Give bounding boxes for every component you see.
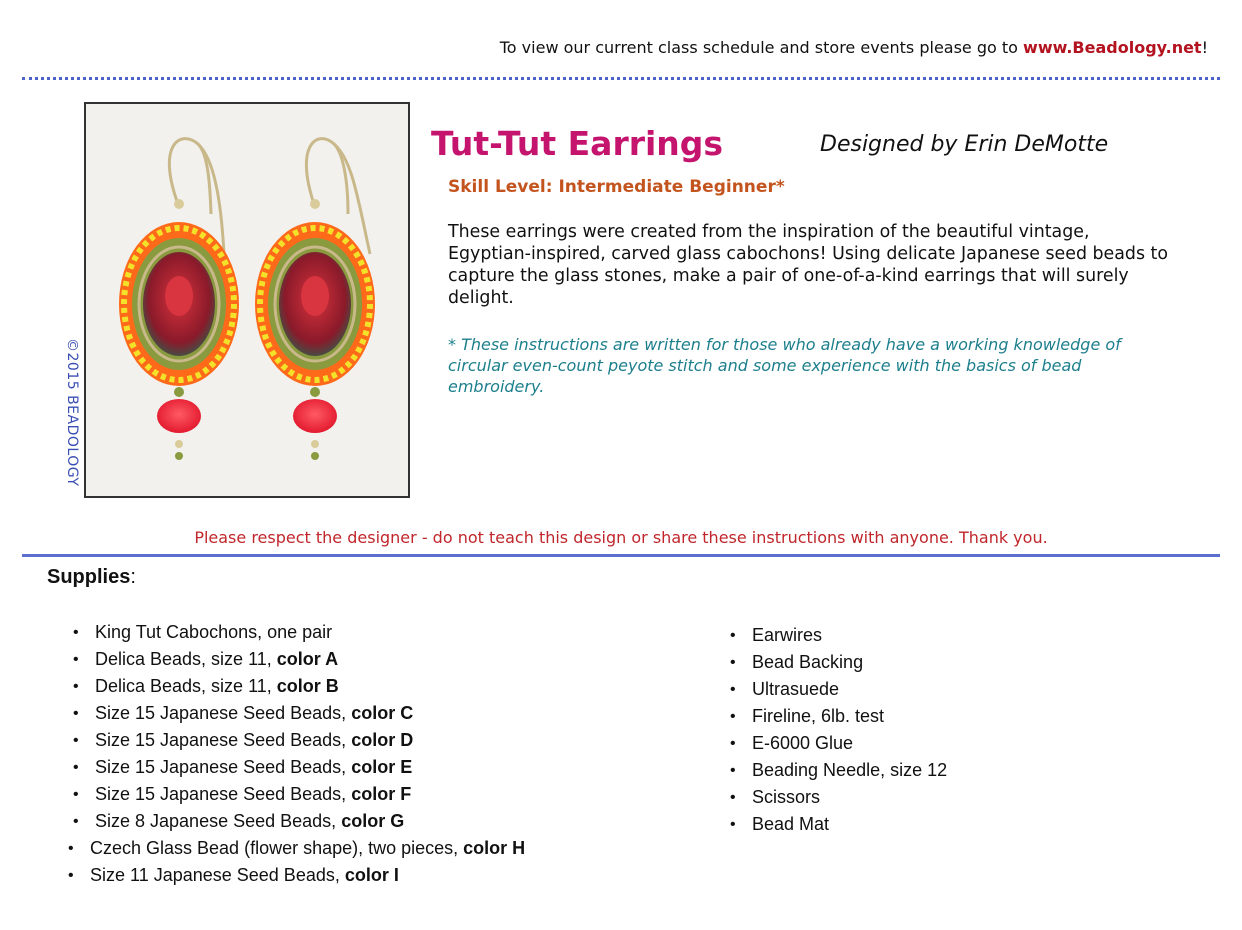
supply-text: Size 11 Japanese Seed Beads, <box>90 865 345 885</box>
designer-credit: Designed by Erin DeMotte <box>820 132 1109 157</box>
list-item <box>73 619 530 646</box>
bullet-icon: • <box>730 789 736 806</box>
earrings-illustration <box>86 104 408 496</box>
solid-divider <box>22 554 1220 557</box>
schedule-note <box>500 38 1208 57</box>
list-item <box>73 646 530 673</box>
bullet-icon: • <box>68 867 74 884</box>
list-item <box>73 700 530 727</box>
supply-text: E-6000 Glue <box>752 733 854 753</box>
list-item <box>73 727 530 754</box>
bullet-icon: • <box>730 816 736 833</box>
bullet-icon: • <box>730 627 736 644</box>
supply-text: Delica Beads, size 11, <box>95 649 277 669</box>
list-item <box>68 862 525 889</box>
supplies-list-right <box>730 622 948 838</box>
list-item <box>730 676 947 703</box>
list-item <box>73 808 530 835</box>
supply-text: Delica Beads, size 11, <box>95 676 277 696</box>
supplies-heading-colon: : <box>130 566 136 588</box>
supply-text: Czech Glass Bead (flower shape), two pieces, <box>90 838 464 858</box>
list-item <box>730 757 948 784</box>
supply-text: Size 15 Japanese Seed Beads, <box>95 730 352 750</box>
supply-text: Bead Backing <box>752 652 864 672</box>
list-item <box>730 730 947 757</box>
supply-color: color G <box>341 811 405 831</box>
skill-level: Skill Level: Intermediate Beginner* <box>448 177 785 197</box>
list-item <box>730 703 947 730</box>
list-item <box>73 673 530 700</box>
supply-text: Ultrasuede <box>752 679 840 699</box>
bullet-icon: • <box>730 708 736 725</box>
bullet-icon: • <box>73 651 79 668</box>
supply-text: Scissors <box>752 787 821 807</box>
schedule-note-text: To view our current class schedule and store events please go to <box>499 38 1024 57</box>
description: These earrings were created from the inspiration of the beautiful vintage, Egyptian-inspired, carved glass cabochons! Using delicate Japanese seed beads to capture the glass stones, make a pair of one-of-a-kind earrings that will surely delight. <box>448 222 1168 308</box>
bullet-icon: • <box>73 813 79 830</box>
beadology-link[interactable]: www.Beadology.net <box>1023 38 1202 57</box>
bullet-icon: • <box>73 732 79 749</box>
supply-color: color H <box>463 838 526 858</box>
supply-text: Earwires <box>752 625 823 645</box>
supply-text: Size 15 Japanese Seed Beads, <box>95 703 352 723</box>
supply-color: color D <box>351 730 414 750</box>
copyright-vertical <box>52 338 92 498</box>
supply-text: King Tut Cabochons, one pair <box>95 622 333 642</box>
earrings-photo <box>84 102 410 498</box>
supplies-list-left <box>68 619 530 889</box>
supply-color: color C <box>351 703 414 723</box>
bullet-icon: • <box>73 786 79 803</box>
supply-color: color A <box>276 649 339 669</box>
supplies-heading-text: Supplies <box>47 566 131 588</box>
bullet-icon: • <box>730 654 736 671</box>
bullet-icon: • <box>68 840 74 857</box>
bullet-icon: • <box>73 705 79 722</box>
supply-color: color E <box>351 757 413 777</box>
list-item <box>68 835 526 862</box>
copyright-text: ©2015 BEADOLOGY <box>64 338 80 487</box>
list-item <box>730 649 947 676</box>
dotted-divider <box>22 77 1220 80</box>
supply-text: Size 15 Japanese Seed Beads, <box>95 757 352 777</box>
bullet-icon: • <box>73 759 79 776</box>
supplies-heading <box>47 566 136 589</box>
list-item <box>730 784 947 811</box>
list-item <box>73 781 530 808</box>
bullet-icon: • <box>73 624 79 641</box>
supply-color: color I <box>344 865 399 885</box>
schedule-note-suffix: ! <box>1201 38 1208 57</box>
bullet-icon: • <box>730 735 736 752</box>
bullet-icon: • <box>730 762 736 779</box>
list-item <box>730 622 947 649</box>
supply-text: Size 15 Japanese Seed Beads, <box>95 784 352 804</box>
list-item <box>73 754 530 781</box>
supply-text: Beading Needle, size 12 <box>752 760 948 780</box>
respect-notice: Please respect the designer - do not teach this design or share these instructions with anyone. Thank you. <box>194 528 1048 547</box>
list-item <box>730 811 947 838</box>
supply-text: Bead Mat <box>752 814 830 834</box>
prerequisite-note: * These instructions are written for those who already have a working knowledge of circular even-count peyote stitch and some experience with the basics of bead embroidery. <box>448 335 1121 396</box>
supply-color: color F <box>351 784 412 804</box>
supply-text: Fireline, 6lb. test <box>752 706 885 726</box>
page-title: Tut-Tut Earrings <box>431 124 724 163</box>
bullet-icon: • <box>73 678 79 695</box>
bullet-icon: • <box>730 681 736 698</box>
supply-color: color B <box>276 676 339 696</box>
supply-text: Size 8 Japanese Seed Beads, <box>95 811 342 831</box>
